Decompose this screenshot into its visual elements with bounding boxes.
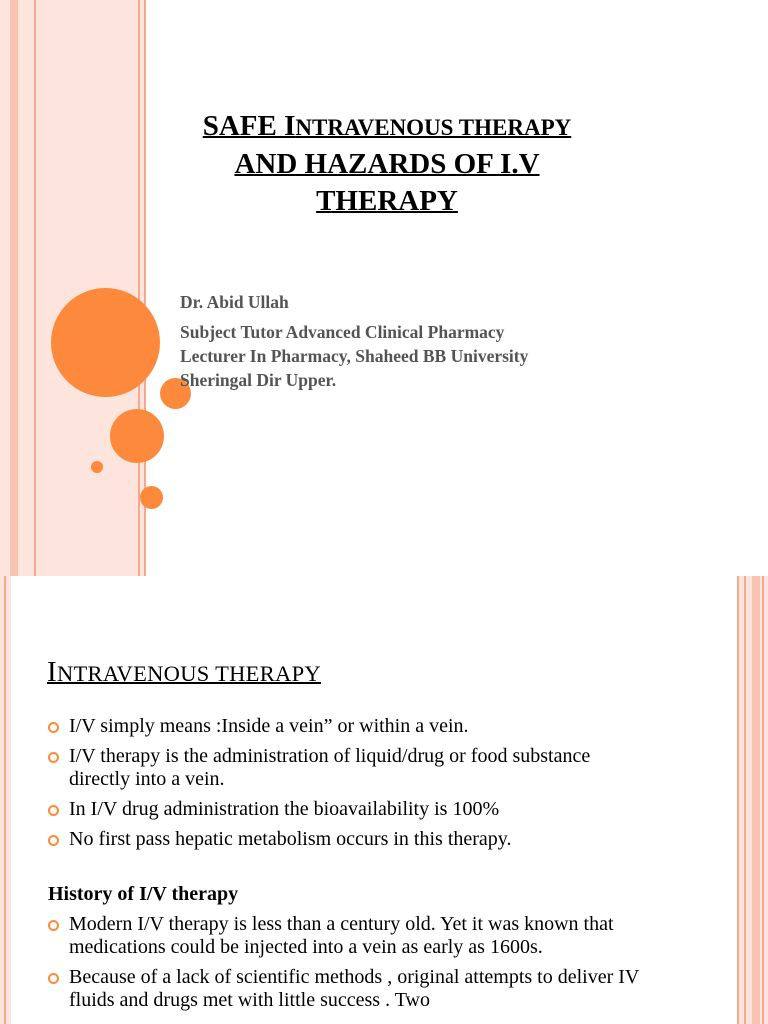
left-accent-stripe: [10, 0, 18, 576]
right-accent-line: [737, 576, 739, 1024]
large-orange-circle: [51, 288, 160, 397]
history-list: [48, 913, 648, 1019]
author-name: Dr. Abid Ullah: [180, 292, 289, 312]
title-text: SAFE I: [202, 110, 296, 142]
definition-list: [48, 715, 648, 858]
content-slide: [0, 576, 768, 1024]
section-subheading: History of I/V therapy: [48, 883, 239, 905]
title-line-1: [146, 108, 628, 146]
list-item: [48, 913, 648, 959]
left-accent-band: [0, 0, 146, 576]
list-item: [48, 745, 648, 791]
title-line-2: AND HAZARDS OF I.V: [234, 148, 540, 180]
circle-bullet-icon: [48, 920, 59, 931]
circle-bullet-icon: [48, 805, 59, 816]
list-item-text: I/V simply means :Inside a vein” or within a vein.: [69, 715, 469, 737]
right-accent-line: [744, 576, 746, 1024]
slide-heading: [47, 656, 321, 689]
list-item-text: Because of a lack of scientific methods , original attempts to deliver IV fluids and drugs met with little success . Two: [69, 966, 640, 1011]
heading-text-smallcaps: NTRAVENOUS THERAPY: [56, 661, 321, 686]
affiliation-line: Lecturer In Pharmacy, Shaheed BB University: [180, 346, 529, 366]
small-orange-dot: [140, 486, 163, 509]
title-text-smallcaps: NTRAVENOUS THERAPY: [295, 115, 572, 140]
medium-orange-circle: [110, 409, 164, 463]
slide-title: [146, 108, 628, 220]
list-item-text: I/V therapy is the administration of liquid/drug or food substance directly into a vein.: [69, 745, 591, 790]
list-item: [48, 828, 648, 851]
circle-bullet-icon: [48, 722, 59, 733]
circle-bullet-icon: [48, 973, 59, 984]
tiny-orange-dot: [91, 461, 103, 473]
list-item: [48, 798, 648, 821]
right-accent-line: [762, 576, 764, 1024]
list-item: [48, 966, 648, 1012]
affiliation-line: Sheringal Dir Upper.: [180, 370, 337, 390]
right-accent-stripe: [752, 576, 760, 1024]
title-line-3: THERAPY: [316, 185, 458, 217]
list-item-text: No first pass hepatic metabolism occurs in this therapy.: [69, 828, 512, 850]
circle-bullet-icon: [48, 752, 59, 763]
left-accent-line: [4, 576, 6, 1024]
list-item-text: In I/V drug administration the bioavailability is 100%: [69, 798, 500, 820]
circle-bullet-icon: [48, 835, 59, 846]
list-item-text: Modern I/V therapy is less than a century old. Yet it was known that medications could be injected into a vein as early as 1600s.: [69, 913, 614, 958]
left-accent-line: [34, 0, 36, 576]
heading-text: I: [47, 656, 57, 688]
affiliation-line: Subject Tutor Advanced Clinical Pharmacy: [180, 322, 505, 342]
left-accent-line: [138, 0, 140, 576]
list-item: [48, 715, 648, 738]
